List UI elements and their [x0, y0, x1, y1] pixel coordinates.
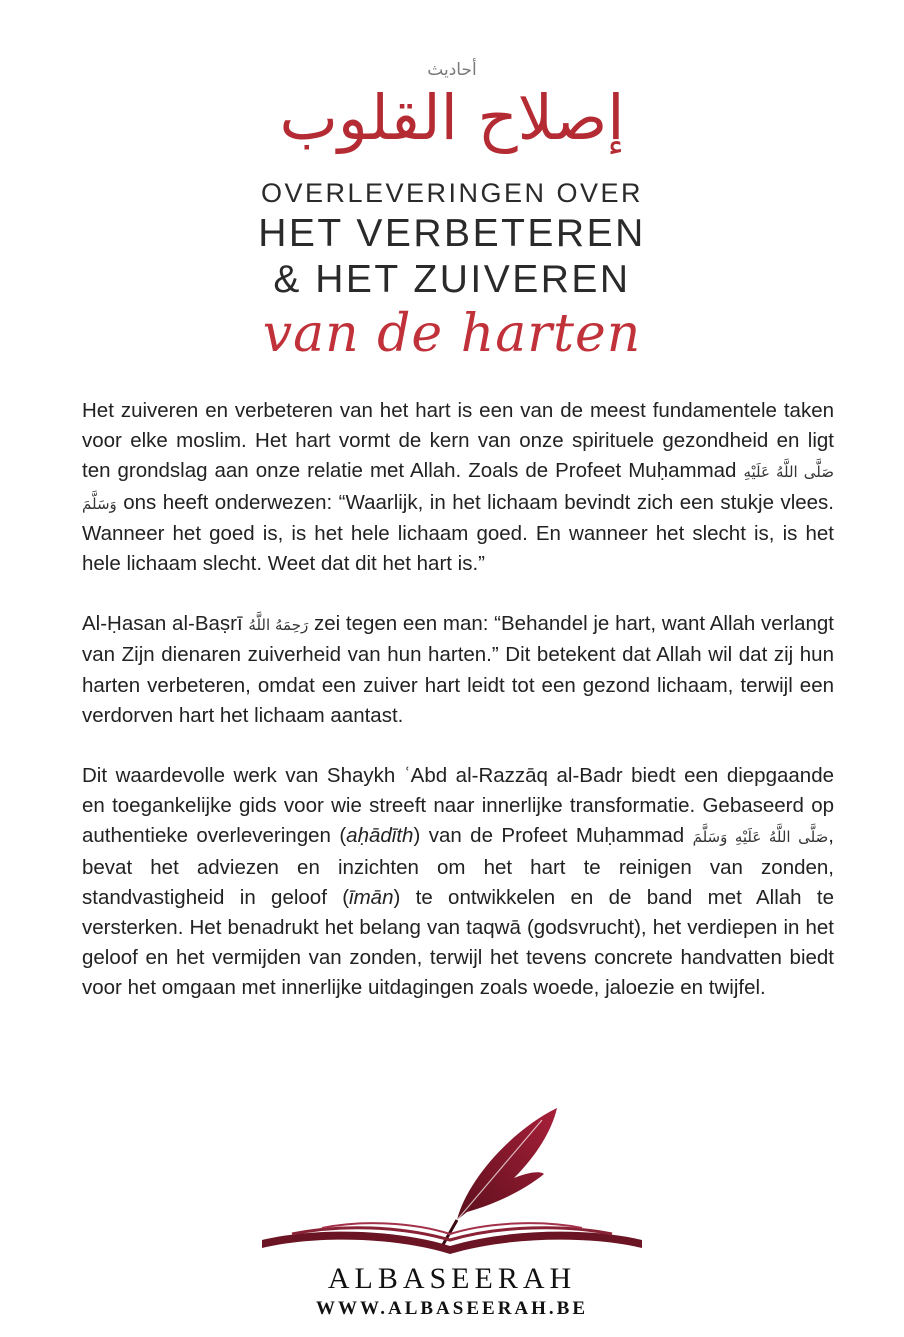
honorific-salawat: صَلَّى اللَّهُ عَلَيْهِ وَسَلَّمَ — [692, 828, 829, 847]
website-url[interactable]: WWW.ALBASEERAH.BE — [315, 1298, 589, 1319]
honorific-rahimahullah: رَحِمَهُ اللَّهُ — [248, 616, 309, 635]
honorific-salawat: صَلَّى اللَّهُ عَلَيْهِ وَسَلَّمَ — [82, 463, 834, 513]
arabic-title: إصلاح القلوب — [279, 81, 625, 154]
paragraph-2: Al-Ḥasan al-Baṣrī رَحِمَهُ اللَّهُ zei tegen een man: “Behandel je hart, want Allah verlangt van Zijn dienaren zuiverheid van hun harten.” Dit betekent dat Allah wil dat zij hun harten verbeteren, omdat een zuiver hart leidt tot een gezond lichaam, terwijl een verdorven hart het lichaam aantast. — [82, 612, 834, 727]
title-line-2: HET VERBETEREN — [258, 212, 646, 255]
paragraph-3: Dit waardevolle werk van Shaykh ʿAbd al-Razzāq al-Badr biedt een diepgaande en toegankelijke gids voor wie streeft naar innerlijke transformatie. Gebaseerd op authentieke overleveringen (aḥādīth) van de Profeet Muḥammad صَلَّى اللَّهُ عَلَيْهِ وَسَلَّمَ, bevat het adviezen en inzichten om het hart te reinigen van zonden, standvastigheid in geloof (īmān) te ontwikkelen en de band met Allah te versterken. Het benadrukt het belang van taqwā (godsvrucht), het verdiepen in het geloof en het vermijden van zonden, terwijl het tevens concrete handvatten biedt voor het omgaan met innerlijke uitdagingen zoals woede, jaloezie en twijfel. — [82, 764, 834, 1000]
arabic-subtitle: أحاديث — [427, 60, 477, 80]
title-line-1: OVERLEVERINGEN OVER — [260, 178, 644, 208]
title-line-3: & HET ZUIVEREN — [273, 258, 631, 301]
paragraph-1: Het zuiveren en verbeteren van het hart is een van de meest fundamentele taken voor elke moslim. Het hart vormt de kern van onze spirituele gezondheid en ligt ten grondslag aan onze relatie met Allah. Zoals de Profeet Muḥammad صَلَّى اللَّهُ عَلَيْهِ وَسَلَّمَ ons heeft onderwezen: “Waarlijk, in het lichaam bevindt zich een stukje vlees. Wanneer het goed is, is het hele lichaam goed. En wanneer het slecht is, is het hele lichaam slecht. Weet dat dit het hart is.” — [82, 399, 834, 576]
brand-name: ALBASEERAH — [327, 1262, 577, 1295]
title-script-line: van de harten — [262, 304, 642, 364]
description-body — [82, 396, 834, 1034]
